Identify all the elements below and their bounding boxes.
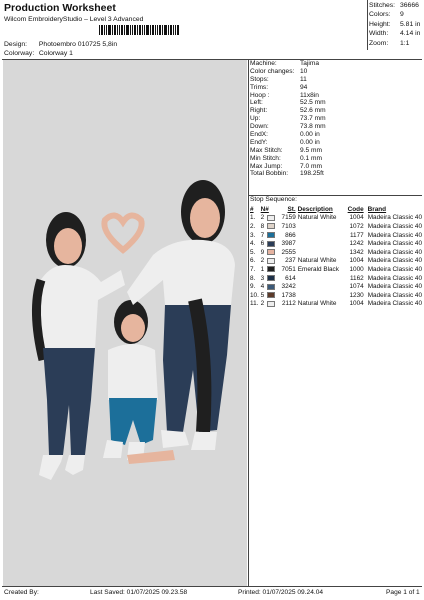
thread-code: 1162 xyxy=(349,274,364,282)
embroidery-design-image xyxy=(3,60,247,586)
needle-number: 2 xyxy=(260,300,265,308)
thread-brand: Madeira Classic 40 xyxy=(367,300,422,308)
needle-number: 8 xyxy=(260,222,265,230)
last-saved: Last Saved: 01/07/2025 09.23.58 xyxy=(90,589,188,596)
color-swatch xyxy=(267,232,275,238)
stitch-count: 1738 xyxy=(281,291,296,299)
needle-number: 3 xyxy=(260,274,265,282)
stitch-count: 7051 xyxy=(281,265,296,273)
table-row xyxy=(250,300,422,309)
color-swatch xyxy=(267,266,275,272)
info-row: Trims: 94 xyxy=(250,83,308,91)
row-number: 4. xyxy=(250,240,256,248)
info-row: Machine: Tajima xyxy=(250,60,320,67)
stop-sequence-title: Stop Sequence: xyxy=(250,196,297,203)
colorway-value: Colorway 1 xyxy=(38,50,73,57)
stitch-count: 2112 xyxy=(282,300,296,308)
stitch-count: 614 xyxy=(285,274,296,282)
color-swatch xyxy=(267,258,275,264)
middle-figure-graphic xyxy=(103,300,158,460)
table-row xyxy=(250,222,422,231)
design-value: Photoembro 010725 5,8in xyxy=(38,41,118,48)
printed-date: Printed: 01/07/2025 09.24.04 xyxy=(238,589,324,596)
thread-code: 1177 xyxy=(349,231,364,239)
info-row: Max Jump: 7.0 mm xyxy=(250,162,322,170)
col-n-header: N# xyxy=(260,205,269,213)
stitch-count: 237 xyxy=(285,257,296,265)
color-swatch xyxy=(267,284,275,290)
thread-code: 1004 xyxy=(349,300,364,308)
design-label: Design: xyxy=(4,41,28,48)
row-number: 5. xyxy=(250,248,256,256)
thread-code: 1004 xyxy=(349,257,364,265)
stitch-count: 866 xyxy=(285,231,296,239)
created-by: Created By: xyxy=(4,589,39,596)
row-number: 10. xyxy=(250,291,259,299)
row-number: 6. xyxy=(250,257,256,265)
thread-brand: Madeira Classic 40 xyxy=(367,283,422,291)
info-row: Right: 52.6 mm xyxy=(250,107,326,115)
info-row: EndX: 0.00 in xyxy=(250,131,320,139)
thread-brand: Madeira Classic 40 xyxy=(367,240,422,248)
row-number: 8. xyxy=(250,274,256,282)
thread-brand: Madeira Classic 40 xyxy=(367,231,422,239)
thread-code: 1230 xyxy=(349,291,364,299)
software-subtitle: Wilcom EmbroideryStudio – Level 3 Advanced xyxy=(4,16,144,23)
stat-stitches: Stitches: 36666 xyxy=(369,2,419,9)
row-number: 3. xyxy=(250,231,256,239)
barcode-image xyxy=(99,25,179,35)
info-row: Down: 73.8 mm xyxy=(250,123,326,131)
stat-height: Height: 5.81 in xyxy=(369,20,421,28)
table-row xyxy=(250,239,422,248)
colorway-row xyxy=(4,50,73,57)
color-swatch xyxy=(267,292,275,298)
row-number: 2. xyxy=(250,222,256,230)
thread-code: 1342 xyxy=(349,248,364,256)
color-swatch xyxy=(267,215,275,221)
sequence-rows xyxy=(250,214,422,309)
row-number: 1. xyxy=(250,214,256,222)
thread-brand: Madeira Classic 40 xyxy=(367,265,422,273)
needle-number: 9 xyxy=(260,248,265,256)
stat-width: Width: 4.14 in xyxy=(369,30,421,38)
table-row xyxy=(250,231,422,240)
thread-brand: Madeira Classic 40 xyxy=(367,222,422,230)
info-row: Total Bobbin: 198.25ft xyxy=(250,170,324,178)
machine-info-panel xyxy=(250,60,422,178)
color-swatch xyxy=(267,275,275,281)
thread-description: Natural White xyxy=(297,214,337,222)
info-row: Color changes: 10 xyxy=(250,67,308,75)
col-desc-header: Description xyxy=(297,205,333,213)
thread-brand: Madeira Classic 40 xyxy=(367,248,422,256)
thread-code: 1000 xyxy=(349,265,364,273)
info-row: EndY: 0.00 in xyxy=(250,138,320,146)
design-preview xyxy=(3,60,247,586)
needle-number: 7 xyxy=(260,231,265,239)
needle-number: 2 xyxy=(260,214,265,222)
stat-colors: Colors: 9 xyxy=(369,11,404,19)
info-row: Left: 52.5 mm xyxy=(250,99,326,107)
color-swatch xyxy=(267,249,275,255)
color-swatch xyxy=(267,301,275,307)
thread-brand: Madeira Classic 40 xyxy=(367,257,422,265)
footer-rule xyxy=(2,586,422,587)
table-row xyxy=(250,214,422,223)
thread-code: 1004 xyxy=(349,214,364,222)
color-swatch xyxy=(267,241,275,247)
design-row xyxy=(4,41,117,48)
info-row: Up: 73.7 mm xyxy=(250,115,326,123)
stitch-count: 3242 xyxy=(281,283,296,291)
colorway-label: Colorway: xyxy=(4,50,35,57)
thread-code: 1072 xyxy=(349,222,364,230)
row-number: 9. xyxy=(250,283,256,291)
table-row xyxy=(250,265,422,274)
page-number: Page 1 of 1 xyxy=(386,589,420,596)
design-stats xyxy=(369,2,421,49)
col-code-header: Code xyxy=(347,205,364,213)
stop-sequence-table xyxy=(250,205,422,308)
col-brand-header: Brand xyxy=(367,205,387,213)
thread-code: 1242 xyxy=(349,240,364,248)
info-row: Min Stitch: 0.1 mm xyxy=(250,154,322,162)
info-row: Stops: 11 xyxy=(250,75,307,83)
needle-number: 6 xyxy=(260,240,265,248)
needle-number: 5 xyxy=(260,291,265,299)
thread-brand: Madeira Classic 40 xyxy=(367,291,422,299)
stats-divider xyxy=(367,0,368,50)
thread-brand: Madeira Classic 40 xyxy=(367,214,422,222)
stitch-count: 2555 xyxy=(281,248,296,256)
thread-description: Natural White xyxy=(297,257,337,265)
row-number: 7. xyxy=(250,265,256,273)
needle-number: 1 xyxy=(260,265,265,273)
thread-code: 1074 xyxy=(349,283,364,291)
table-row xyxy=(250,291,422,300)
table-row xyxy=(250,274,422,283)
needle-number: 4 xyxy=(260,283,265,291)
stitch-count: 7159 xyxy=(281,214,296,222)
thread-brand: Madeira Classic 40 xyxy=(367,274,422,282)
table-header xyxy=(250,205,422,214)
table-row xyxy=(250,282,422,291)
col-num-header: # xyxy=(250,205,254,213)
info-row: Hoop : 11x8in xyxy=(250,91,319,99)
stitch-count: 3987 xyxy=(281,240,296,248)
info-row: Max Stitch: 9.5 mm xyxy=(250,146,322,154)
preview-divider xyxy=(248,59,249,586)
table-row xyxy=(250,248,422,257)
color-swatch xyxy=(267,223,275,229)
stat-zoom: Zoom: 1:1 xyxy=(369,39,410,47)
stitch-count: 7103 xyxy=(281,222,296,230)
table-row xyxy=(250,257,422,266)
thread-description: Emerald Black xyxy=(297,265,339,273)
thread-description: Natural White xyxy=(297,300,337,308)
col-st-header: St. xyxy=(287,205,296,213)
row-number: 11. xyxy=(250,300,259,308)
page-title: Production Worksheet xyxy=(4,2,116,14)
needle-number: 2 xyxy=(260,257,265,265)
